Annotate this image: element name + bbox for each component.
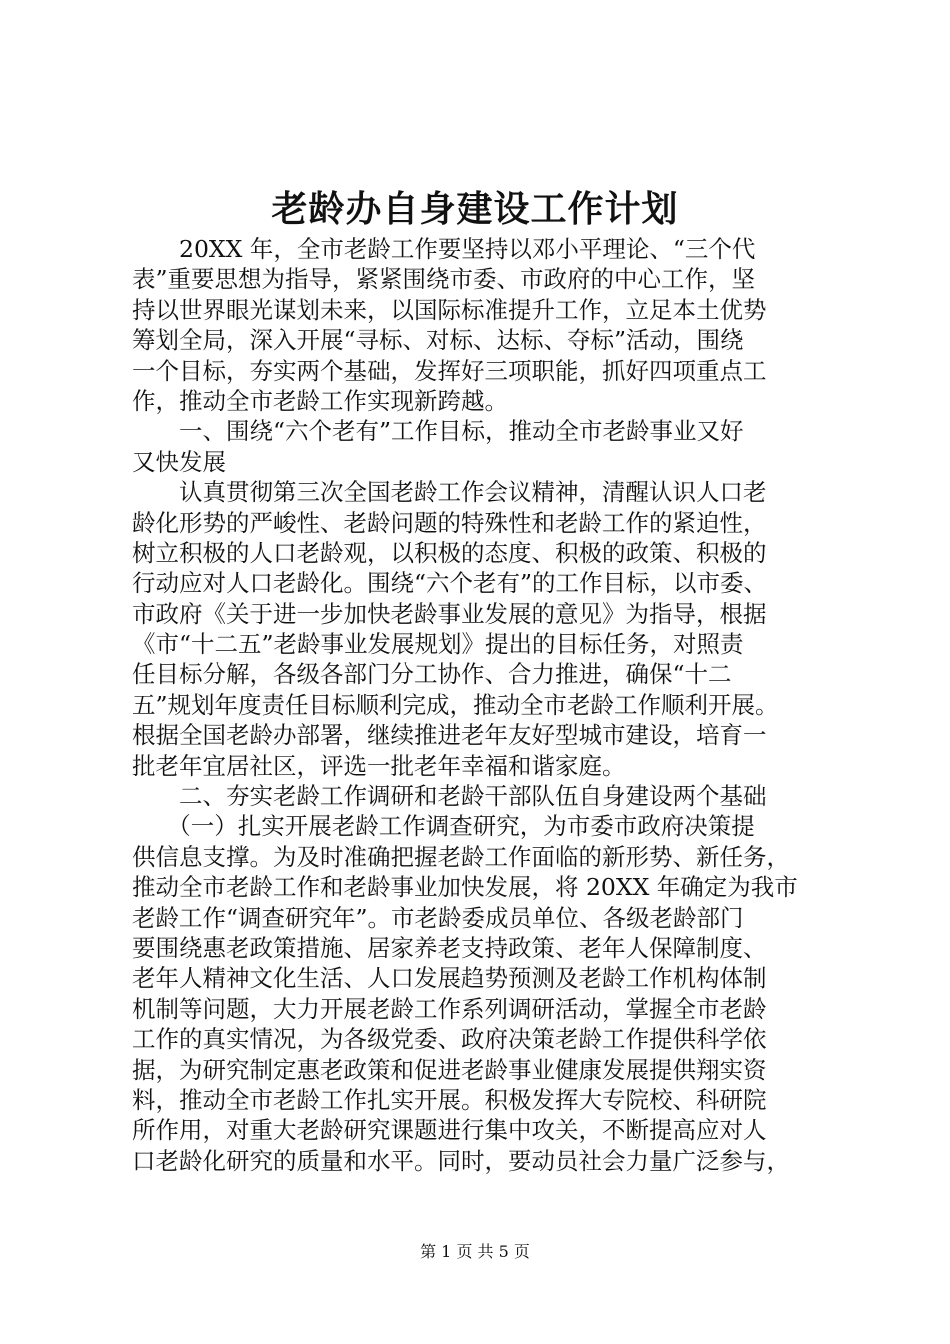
body-line: 所作用，对重大老龄研究课题进行集中攻关，不断提高应对人 <box>132 1116 767 1145</box>
body-line: 批老年宜居社区，评选一批老年幸福和谐家庭。 <box>132 751 626 780</box>
body-line: 树立积极的人口老龄观，以积极的态度、积极的政策、积极的 <box>132 538 767 567</box>
body-line: 表”重要思想为指导，紧紧围绕市委、市政府的中心工作，坚 <box>132 265 756 294</box>
body-line: 推动全市老龄工作和老龄事业加快发展，将 20XX 年确定为我市 <box>132 873 798 902</box>
body-line: 五”规划年度责任目标顺利完成，推动全市老龄工作顺利开展。 <box>132 690 779 719</box>
body-line: 工作的真实情况，为各级党委、政府决策老龄工作提供科学依 <box>132 1025 767 1054</box>
body-line: 市政府《关于进一步加快老龄事业发展的意见》为指导，根据 <box>132 599 767 628</box>
body-line: 根据全国老龄办部署，继续推进老年友好型城市建设，培育一 <box>132 721 767 750</box>
body-line: 老年人精神文化生活、人口发展趋势预测及老龄工作机构体制 <box>132 964 767 993</box>
body-line: 持以世界眼光谋划未来，以国际标准提升工作，立足本土优势 <box>132 295 767 324</box>
body-line: 行动应对人口老龄化。围绕“六个老有”的工作目标，以市委、 <box>132 569 768 598</box>
body-line: 供信息支撑。为及时准确把握老龄工作面临的新形势、新任务， <box>132 842 790 871</box>
page-footer: 第 1 页 共 5 页 <box>420 1242 530 1261</box>
body-line: 一、围绕“六个老有”工作目标，推动全市老龄事业又好 <box>132 417 744 446</box>
body-line: 任目标分解，各级各部门分工协作、合力推进，确保“十二 <box>132 660 732 689</box>
body-line: 口老龄化研究的质量和水平。同时，要动员社会力量广泛参与， <box>132 1146 790 1175</box>
document-body <box>132 234 832 1176</box>
body-line: 二、夯实老龄工作调研和老龄干部队伍自身建设两个基础 <box>132 782 767 811</box>
body-line: 据，为研究制定惠老政策和促进老龄事业健康发展提供翔实资 <box>132 1055 767 1084</box>
body-line: 老龄工作“调查研究年”。市老龄委成员单位、各级老龄部门 <box>132 903 744 932</box>
body-line: 筹划全局，深入开展“寻标、对标、达标、夺标”活动，围绕 <box>132 326 744 355</box>
body-line: 料，推动全市老龄工作扎实开展。积极发挥大专院校、科研院 <box>132 1085 767 1114</box>
body-line: 认真贯彻第三次全国老龄工作会议精神，清醒认识人口老 <box>132 478 767 507</box>
body-line: 一个目标，夯实两个基础，发挥好三项职能，抓好四项重点工 <box>132 356 767 385</box>
body-line: 《市“十二五”老龄事业发展规划》提出的目标任务，对照责 <box>132 630 744 659</box>
document-title: 老龄办自身建设工作计划 <box>271 188 679 230</box>
body-line: （一）扎实开展老龄工作调查研究，为市委市政府决策提 <box>132 812 755 841</box>
body-line: 又快发展 <box>132 447 226 476</box>
body-line: 作，推动全市老龄工作实现新跨越。 <box>132 386 508 415</box>
body-line: 20XX 年，全市老龄工作要坚持以邓小平理论、“三个代 <box>132 235 756 263</box>
body-line: 龄化形势的严峻性、老龄问题的特殊性和老龄工作的紧迫性， <box>132 508 767 537</box>
body-line: 机制等问题，大力开展老龄工作系列调研活动，掌握全市老龄 <box>132 994 767 1023</box>
body-line: 要围绕惠老政策措施、居家养老支持政策、老年人保障制度、 <box>132 933 767 962</box>
